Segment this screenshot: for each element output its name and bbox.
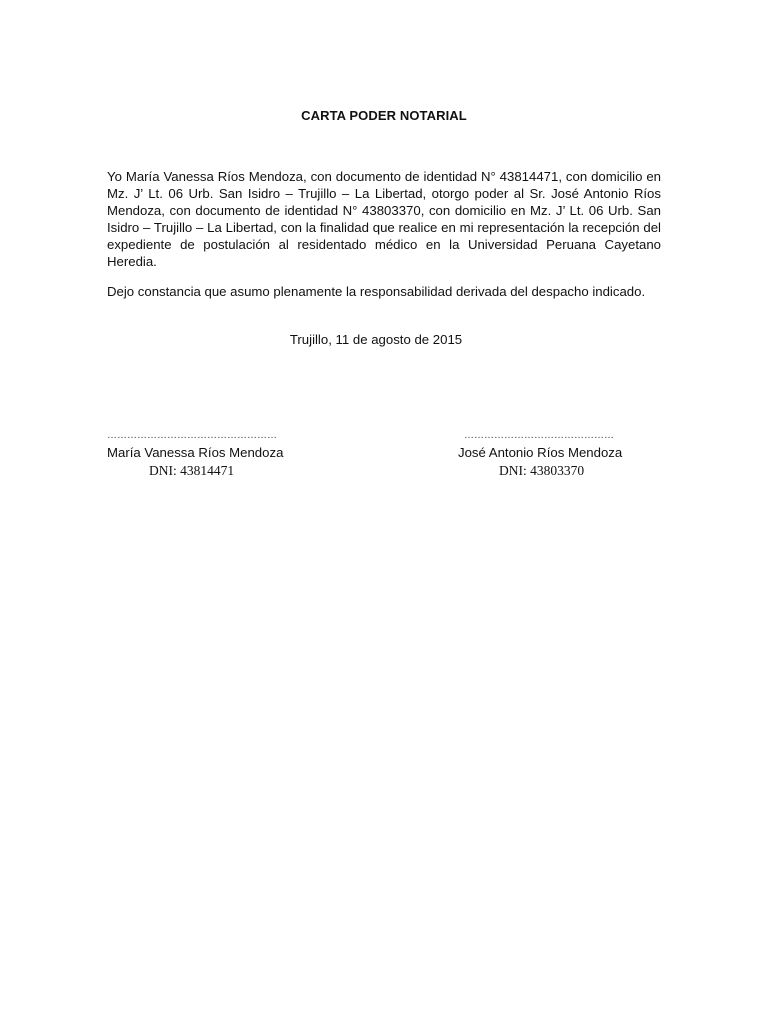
signer-name: José Antonio Ríos Mendoza: [458, 445, 623, 460]
signature-block-grantee: [458, 430, 658, 480]
document-date: Trujillo, 11 de agosto de 2015: [289, 332, 463, 347]
signature-line: ………………………………………: [464, 430, 614, 441]
signer-name: María Vanessa Ríos Mendoza: [107, 445, 284, 460]
signature-block-grantor: [107, 430, 307, 480]
signature-line: ……………………………………………: [107, 430, 277, 441]
signer-dni: DNI: 43803370: [499, 463, 585, 478]
document-title: CARTA PODER NOTARIAL: [301, 108, 467, 123]
body-paragraph-2: Dejo constancia que asumo plenamente la responsabilidad derivada del despacho indicado.: [107, 284, 646, 299]
body-paragraph-1: Yo María Vanessa Ríos Mendoza, con documento de identidad N° 43814471, con domicilio en Mz. J’ Lt. 06 Urb. San Isidro – Trujillo – La Libertad, otorgo poder al Sr. José Antonio Ríos Mendoza, con documento de identidad N° 43803370, con domicilio en Mz. J’ Lt. 06 Urb. San Isidro – Trujillo – La Libertad, con la finalidad que realice en mi representación la recepción del expediente de postulación al residentado médico en la Universidad Peruana Cayetano Heredia.: [107, 169, 661, 269]
signer-dni: DNI: 43814471: [149, 463, 235, 478]
